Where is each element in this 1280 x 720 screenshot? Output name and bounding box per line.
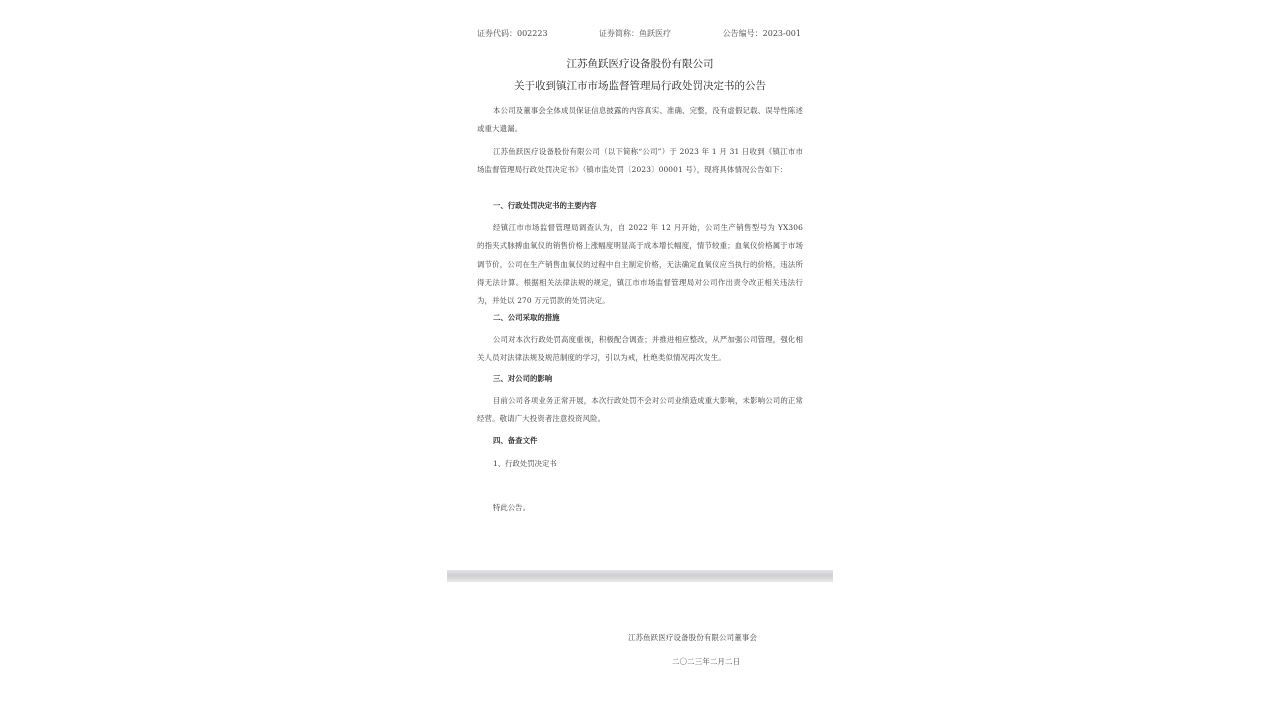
section-4-heading: 四、备查文件 (493, 436, 538, 445)
intro-paragraph: 江苏鱼跃医疗设备股份有限公司（以下简称“公司”）于 2023 年 1 月 31 日收到《镇江市市场监督管理局行政处罚决定书》（镇市监处罚〔2023〕00001 号），现将具体情况公告如下： (477, 147, 803, 175)
section-3-heading: 三、对公司的影响 (493, 374, 553, 383)
document-page-1 (447, 14, 833, 570)
section-1-paragraph: 经镇江市市场监督管理局调查认为，自 2022 年 12 月开始，公司生产销售型号为 YX306 的指夹式脉搏血氧仪的销售价格上涨幅度明显高于成本增长幅度，情节较重；血氧仪价格属于市场调节价，公司在生产销售血氧仪的过程中自主制定价格，无法确定血氧仪应当执行的价格，违法所得无法计算。根据相关法律法规的规定，镇江市市场监督管理局对公司作出责令改正相关违法行为，并处以 270 万元罚款的处罚决定。 (477, 223, 803, 306)
section-2-heading: 二、公司采取的措施 (493, 313, 560, 322)
announcement-title: 关于收到镇江市市场监督管理局行政处罚决定书的公告 (514, 80, 766, 92)
signature-board: 江苏鱼跃医疗设备股份有限公司董事会 (628, 633, 758, 642)
document-page-2 (447, 582, 833, 706)
announcement-header (477, 28, 801, 40)
board-statement: 本公司及董事会全体成员保证信息披露的内容真实、准确、完整，没有虚假记载、误导性陈述或重大遗漏。 (477, 106, 803, 134)
section-2-paragraph: 公司对本次行政处罚高度重视，积极配合调查；并推进相应整改，从严加强公司管理，强化相关人员对法律法规及规范制度的学习，引以为戒，杜绝类似情况再次发生。 (477, 335, 803, 363)
closing-text: 特此公告。 (493, 503, 530, 512)
company-title: 江苏鱼跃医疗设备股份有限公司 (566, 58, 714, 70)
page-separator (447, 570, 833, 582)
section-1-heading: 一、行政处罚决定书的主要内容 (493, 201, 597, 210)
attachment-item: 1、行政处罚决定书 (493, 459, 557, 468)
announcement-number: 公告编号：2023-001 (722, 29, 801, 38)
stock-code: 证券代码：002223 (477, 29, 548, 38)
stock-short-name: 证券简称：鱼跃医疗 (599, 29, 671, 38)
section-3-paragraph: 目前公司各项业务正常开展，本次行政处罚不会对公司业绩造成重大影响，未影响公司的正常经营。敬请广大投资者注意投资风险。 (477, 396, 803, 424)
signature-date: 二〇二三年二月二日 (672, 657, 741, 666)
